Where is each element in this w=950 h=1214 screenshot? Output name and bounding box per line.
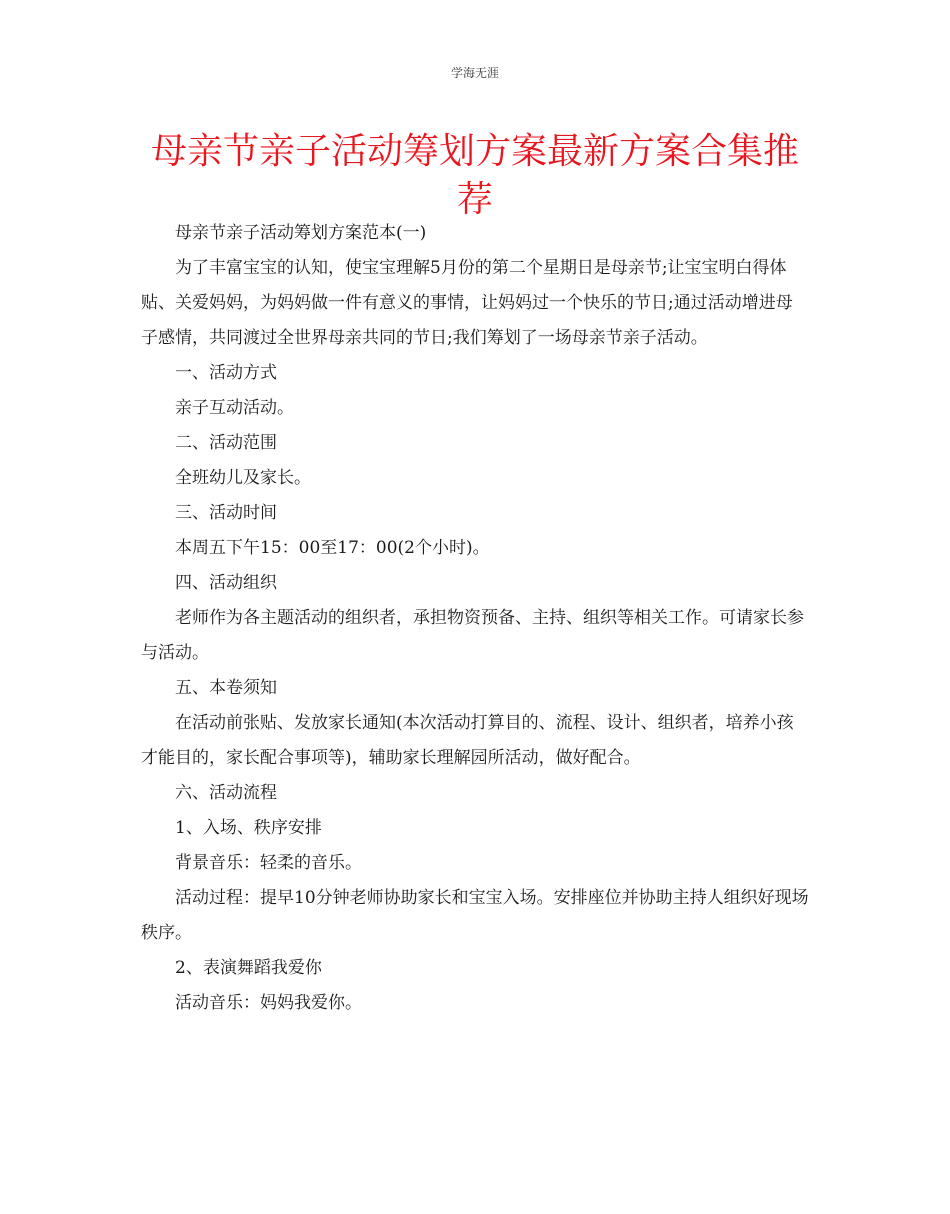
section-heading: 四、活动组织 <box>175 573 277 593</box>
paragraph: 活动过程：提早10分钟老师协助家长和宝宝入场。安排座位并协助主持人组织好现场秩序。 <box>141 888 809 943</box>
paragraph: 在活动前张贴、发放家长通知(本次活动打算目的、流程、设计、组织者，培养小孩才能目的，家长配合事项等)，辅助家长理解园所活动，做好配合。 <box>141 713 794 768</box>
subsection-heading: 2、表演舞蹈我爱你 <box>175 958 322 978</box>
section-heading: 五、本卷须知 <box>175 678 277 698</box>
document-body <box>141 216 809 1021</box>
paragraph: 老师作为各主题活动的组织者，承担物资预备、主持、组织等相关工作。可请家长参与活动。 <box>141 608 804 663</box>
subsection-heading: 1、入场、秩序安排 <box>175 818 322 838</box>
document-title: 母亲节亲子活动筹划方案最新方案合集推荐 <box>150 131 799 220</box>
paragraph: 活动音乐：妈妈我爱你。 <box>175 993 362 1013</box>
paragraph: 本周五下午15：00至17：00(2个小时)。 <box>175 538 490 558</box>
section-heading: 三、活动时间 <box>175 503 277 523</box>
paragraph: 背景音乐：轻柔的音乐。 <box>175 853 362 873</box>
section-heading: 一、活动方式 <box>175 363 277 383</box>
section-heading: 六、活动流程 <box>175 783 277 803</box>
paragraph-intro: 为了丰富宝宝的认知，使宝宝理解5月份的第二个星期日是母亲节;让宝宝明白得体贴、关爱妈妈，为妈妈做一件有意义的事情，让妈妈过一个快乐的节日;通过活动增进母子感情，共同渡过全世界母亲共同的节日;我们筹划了一场母亲节亲子活动。 <box>141 258 793 348</box>
paragraph: 亲子互动活动。 <box>175 398 294 418</box>
paragraph-subtitle: 母亲节亲子活动筹划方案范本(一) <box>175 223 427 243</box>
paragraph: 全班幼儿及家长。 <box>175 468 311 488</box>
section-heading: 二、活动范围 <box>175 433 277 453</box>
page-header: 学海无涯 <box>450 66 499 80</box>
